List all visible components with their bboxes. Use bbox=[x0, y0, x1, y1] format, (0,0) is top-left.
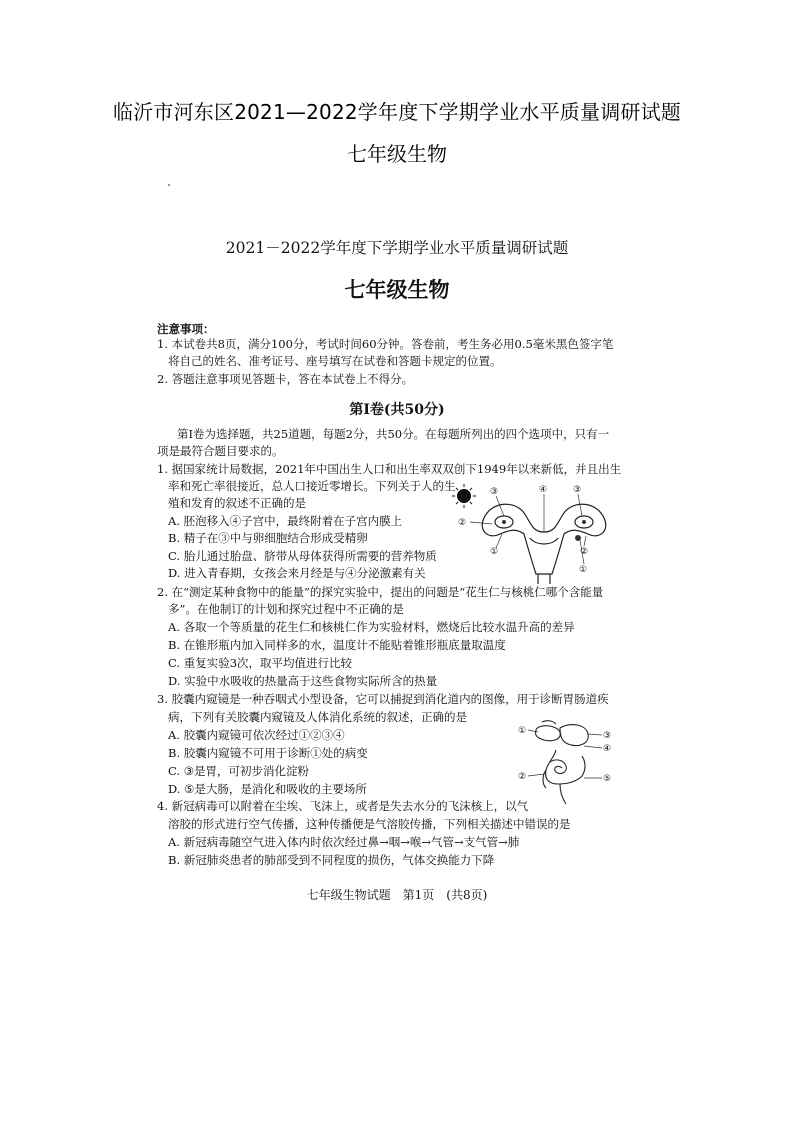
question-3-option: D. ⑤是大肠，是消化和吸收的主要场所 bbox=[168, 782, 367, 796]
question-4-stem: 溶胶的形式进行空气传播，这种传播便是气溶胶传播，下列相关描述中错误的是 bbox=[168, 817, 571, 831]
figure-label: ② bbox=[518, 772, 527, 782]
figure-label: ③ bbox=[490, 487, 499, 497]
question-3-stem: 病，下列有关胶囊内窥镜及人体消化系统的叙述，正确的是 bbox=[168, 710, 467, 724]
note-line: 2. 答题注意事项见答题卡，答在本试卷上不得分。 bbox=[157, 372, 414, 386]
question-2-option: A. 各取一个等质量的花生仁和核桃仁作为实验材料，燃烧后比较水温升高的差异 bbox=[168, 620, 575, 634]
question-2-option: C. 重复实验3次，取平均值进行比较 bbox=[168, 656, 353, 670]
figure-label: ④ bbox=[539, 485, 548, 495]
question-3-option: B. 胶囊内窥镜不可用于诊断①处的病变 bbox=[168, 746, 368, 760]
question-3-option: A. 胶囊内窥镜可依次经过①②③④ bbox=[168, 728, 345, 742]
question-1-stem: 率和死亡率很接近，总人口接近零增长。下列关于人的生 bbox=[168, 479, 456, 493]
question-1-option: D. 进入青春期，女孩会来月经是与④分泌激素有关 bbox=[168, 566, 426, 580]
figure-label: ① bbox=[490, 547, 499, 557]
question-1-option: A. 胚泡移入④子宫中，最终附着在子宫内膜上 bbox=[168, 514, 403, 528]
question-4-stem: 4. 新冠病毒可以附着在尘埃、飞沫上，或者是失去水分的飞沫核上，以气 bbox=[157, 799, 529, 813]
question-4-option: B. 新冠肺炎患者的肺部受到不同程度的损伤，气体交换能力下降 bbox=[168, 853, 495, 867]
question-2-option: D. 实验中水吸收的热量高于这些食物实际所含的热量 bbox=[168, 674, 438, 688]
note-line: 将自己的姓名、准考证号、座号填写在试卷和答题卡规定的位置。 bbox=[168, 354, 502, 368]
section-intro-line: 第Ⅰ卷为选择题，共25道题，每题2分，共50分。在每题所列出的四个选项中，只有一 bbox=[177, 427, 610, 441]
figure-label: ③ bbox=[603, 731, 612, 741]
figure-label: ② bbox=[458, 518, 467, 528]
question-1-stem: 殖和发育的叙述不正确的是 bbox=[168, 496, 306, 510]
question-2-stem: 2. 在“测定某种食物中的能量”的探究实验中，提出的问题是“花生仁与核桃仁哪个含能量 bbox=[157, 585, 604, 599]
ovum-sun-icon bbox=[452, 484, 476, 508]
note-line: 1. 本试卷共8页，满分100分，考试时间60分钟。答卷前，考生务必用0.5毫米黑色签字笔 bbox=[157, 337, 614, 351]
paper-title: 2021－2022学年度下学期学业水平质量调研试题 bbox=[225, 239, 569, 257]
figure-label: ② bbox=[580, 547, 589, 557]
figure-label: ① bbox=[579, 565, 588, 575]
figure-label: ⑤ bbox=[603, 774, 612, 784]
document-header-title: 临沂市河东区2021—2022学年度下学期学业水平质量调研试题 bbox=[113, 100, 681, 124]
document-header-subtitle: 七年级生物 bbox=[347, 142, 447, 166]
page-footer: 七年级生物试题 第1页 (共8页) bbox=[306, 888, 488, 902]
figure-label: ③ bbox=[573, 485, 582, 495]
question-2-option: B. 在锥形瓶内加入同样多的水，温度计不能贴着锥形瓶底量取温度 bbox=[168, 638, 506, 652]
question-3-option: C. ③是胃，可初步消化淀粉 bbox=[168, 764, 310, 778]
question-1-option: C. 胎儿通过胎盘、脐带从母体获得所需要的营养物质 bbox=[168, 549, 437, 563]
notes-heading: 注意事项： bbox=[157, 322, 215, 336]
figure-label: ④ bbox=[603, 744, 612, 754]
question-4-option: A. 新冠病毒随空气进入体内时依次经过鼻→咽→喉→气管→支气管→肺 bbox=[168, 835, 520, 849]
question-1-stem: 1. 据国家统计局数据，2021年中国出生人口和出生率双双创下1949年以来新低，并且出生 bbox=[157, 462, 622, 476]
section-intro-line: 项是最符合题目要求的。 bbox=[157, 444, 284, 458]
reproductive-system-figure bbox=[452, 478, 622, 584]
question-2-stem: 多”。在他制订的计划和探究过程中不正确的是 bbox=[168, 602, 404, 616]
figure-label: ① bbox=[518, 726, 527, 736]
digestive-system-figure bbox=[516, 718, 616, 810]
paper-subject: 七年级生物 bbox=[344, 277, 450, 302]
question-1-option: B. 精子在③中与卵细胞结合形成受精卵 bbox=[168, 531, 368, 545]
section-heading: 第Ⅰ卷(共50分) bbox=[349, 402, 445, 418]
scan-speck bbox=[168, 184, 170, 186]
question-3-stem: 3. 胶囊内窥镜是一种吞咽式小型设备，它可以捕捉到消化道内的图像，用于诊断胃肠道疾 bbox=[157, 692, 609, 706]
